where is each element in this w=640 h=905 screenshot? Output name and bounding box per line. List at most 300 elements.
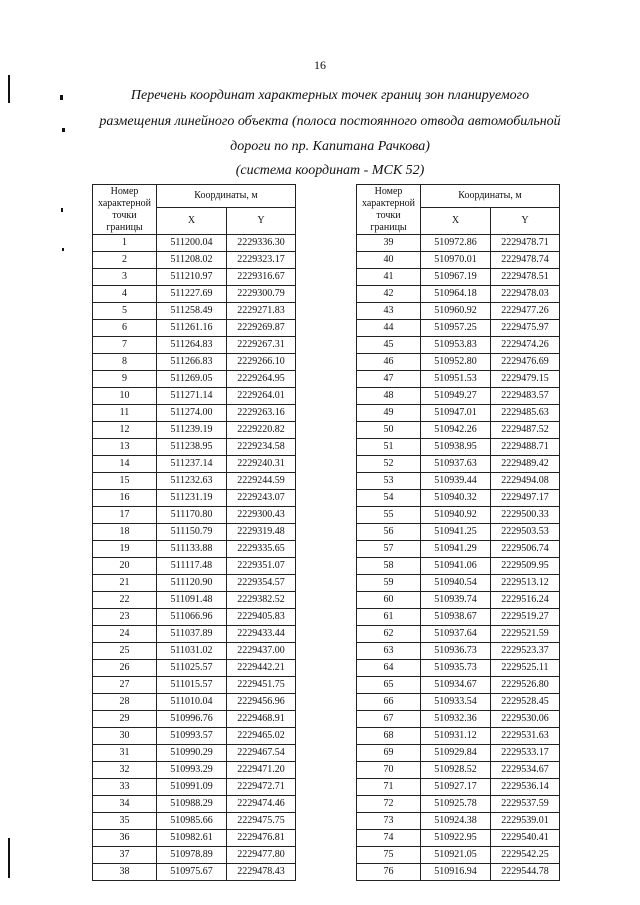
table-row (93, 575, 296, 592)
point-number: 24 (93, 626, 157, 643)
coord-y: 2229475.75 (227, 813, 296, 830)
table-row (357, 286, 560, 303)
coord-y: 2229478.03 (491, 286, 560, 303)
table-row (357, 677, 560, 694)
coord-y: 2229506.74 (491, 541, 560, 558)
point-number: 73 (357, 813, 421, 830)
point-number: 57 (357, 541, 421, 558)
point-number: 33 (93, 779, 157, 796)
point-number: 55 (357, 507, 421, 524)
table-row (93, 371, 296, 388)
coord-x: 511274.00 (157, 405, 227, 422)
coord-y: 2229478.71 (491, 235, 560, 252)
coord-y: 2229485.63 (491, 405, 560, 422)
coord-x: 510993.57 (157, 728, 227, 745)
coord-x: 510982.61 (157, 830, 227, 847)
coord-y: 2229468.91 (227, 711, 296, 728)
title-line-3: дороги по пр. Капитана Рачкова) (230, 139, 430, 154)
coord-x: 511037.89 (157, 626, 227, 643)
point-number: 74 (357, 830, 421, 847)
margin-mark (8, 838, 10, 878)
coord-y: 2229487.52 (491, 422, 560, 439)
coord-x: 510988.29 (157, 796, 227, 813)
point-number: 70 (357, 762, 421, 779)
coord-y: 2229433.44 (227, 626, 296, 643)
coord-x: 510970.01 (421, 252, 491, 269)
coord-y: 2229471.20 (227, 762, 296, 779)
coord-y: 2229264.95 (227, 371, 296, 388)
point-number: 54 (357, 490, 421, 507)
point-number: 25 (93, 643, 157, 660)
coord-y: 2229477.80 (227, 847, 296, 864)
point-number: 20 (93, 558, 157, 575)
coord-x: 510990.29 (157, 745, 227, 762)
point-number: 75 (357, 847, 421, 864)
point-number: 59 (357, 575, 421, 592)
point-number: 2 (93, 252, 157, 269)
title-line-4: (система координат - МСК 52) (235, 163, 425, 178)
coord-x: 511066.96 (157, 609, 227, 626)
coord-x: 511227.69 (157, 286, 227, 303)
table-row (93, 660, 296, 677)
coord-y: 2229263.16 (227, 405, 296, 422)
point-number: 47 (357, 371, 421, 388)
table-row (93, 252, 296, 269)
coord-x: 510978.89 (157, 847, 227, 864)
coord-y: 2229540.41 (491, 830, 560, 847)
coord-x: 511261.16 (157, 320, 227, 337)
point-number: 29 (93, 711, 157, 728)
coord-x: 510957.25 (421, 320, 491, 337)
coord-y: 2229479.15 (491, 371, 560, 388)
coord-x: 510940.32 (421, 490, 491, 507)
table-row (93, 762, 296, 779)
coord-y: 2229220.82 (227, 422, 296, 439)
table-row (93, 439, 296, 456)
coord-y: 2229244.59 (227, 473, 296, 490)
coord-x: 510928.52 (421, 762, 491, 779)
point-number: 32 (93, 762, 157, 779)
coord-y: 2229467.54 (227, 745, 296, 762)
point-number: 40 (357, 252, 421, 269)
point-number: 37 (93, 847, 157, 864)
table-row (93, 507, 296, 524)
point-number: 19 (93, 541, 157, 558)
coord-y: 2229500.33 (491, 507, 560, 524)
coord-x: 510927.17 (421, 779, 491, 796)
point-number: 44 (357, 320, 421, 337)
table-row (93, 796, 296, 813)
table-row (357, 592, 560, 609)
coord-y: 2229519.27 (491, 609, 560, 626)
point-number: 4 (93, 286, 157, 303)
point-number: 10 (93, 388, 157, 405)
coord-x: 511258.49 (157, 303, 227, 320)
point-number: 26 (93, 660, 157, 677)
coord-y: 2229300.43 (227, 507, 296, 524)
table-row (93, 286, 296, 303)
table-row (93, 677, 296, 694)
coord-x: 511232.63 (157, 473, 227, 490)
table-row (357, 388, 560, 405)
coord-y: 2229488.71 (491, 439, 560, 456)
coord-x: 510941.06 (421, 558, 491, 575)
table-row (93, 609, 296, 626)
coord-x: 511091.48 (157, 592, 227, 609)
table-row (357, 541, 560, 558)
table-row (357, 796, 560, 813)
coord-x: 510931.12 (421, 728, 491, 745)
coord-y: 2229513.12 (491, 575, 560, 592)
table-row (93, 830, 296, 847)
coord-x: 511133.88 (157, 541, 227, 558)
point-number: 76 (357, 864, 421, 881)
coord-y: 2229382.52 (227, 592, 296, 609)
point-number: 53 (357, 473, 421, 490)
point-number: 30 (93, 728, 157, 745)
table-row (357, 643, 560, 660)
coord-y: 2229267.31 (227, 337, 296, 354)
coord-y: 2229531.63 (491, 728, 560, 745)
point-number: 35 (93, 813, 157, 830)
point-number: 61 (357, 609, 421, 626)
table-row (357, 728, 560, 745)
coord-y: 2229497.17 (491, 490, 560, 507)
coord-y: 2229475.97 (491, 320, 560, 337)
coord-x: 511210.97 (157, 269, 227, 286)
coord-y: 2229351.07 (227, 558, 296, 575)
coord-y: 2229539.01 (491, 813, 560, 830)
point-number: 60 (357, 592, 421, 609)
coord-y: 2229456.96 (227, 694, 296, 711)
coord-x: 511239.19 (157, 422, 227, 439)
coord-x: 511031.02 (157, 643, 227, 660)
point-number: 9 (93, 371, 157, 388)
coord-y: 2229528.45 (491, 694, 560, 711)
coord-y: 2229478.51 (491, 269, 560, 286)
point-number: 16 (93, 490, 157, 507)
coord-y: 2229264.01 (227, 388, 296, 405)
coord-y: 2229478.43 (227, 864, 296, 881)
margin-mark (8, 75, 10, 103)
coord-x: 510922.95 (421, 830, 491, 847)
header-x: X (421, 208, 491, 235)
point-number: 69 (357, 745, 421, 762)
coord-y: 2229516.24 (491, 592, 560, 609)
coord-y: 2229465.02 (227, 728, 296, 745)
point-number: 46 (357, 354, 421, 371)
coord-y: 2229319.48 (227, 524, 296, 541)
table-row (357, 745, 560, 762)
point-number: 41 (357, 269, 421, 286)
point-number: 42 (357, 286, 421, 303)
point-number: 64 (357, 660, 421, 677)
point-number: 18 (93, 524, 157, 541)
table-row (357, 371, 560, 388)
coord-x: 510938.67 (421, 609, 491, 626)
table-row (357, 626, 560, 643)
coord-x: 510993.29 (157, 762, 227, 779)
coord-y: 2229442.21 (227, 660, 296, 677)
point-number: 8 (93, 354, 157, 371)
table-row (357, 558, 560, 575)
coordinates-table-left (92, 184, 296, 881)
point-number: 28 (93, 694, 157, 711)
coord-x: 510953.83 (421, 337, 491, 354)
point-number: 13 (93, 439, 157, 456)
point-number: 62 (357, 626, 421, 643)
point-number: 67 (357, 711, 421, 728)
coord-y: 2229269.87 (227, 320, 296, 337)
point-number: 71 (357, 779, 421, 796)
coord-x: 510941.29 (421, 541, 491, 558)
header-point-number: Номер характерной точки границы (93, 185, 157, 235)
table-row (93, 473, 296, 490)
table-row (357, 779, 560, 796)
header-point-number: Номер характерной точки границы (357, 185, 421, 235)
table-row (357, 830, 560, 847)
coord-x: 510940.92 (421, 507, 491, 524)
coord-x: 510940.54 (421, 575, 491, 592)
coord-y: 2229530.06 (491, 711, 560, 728)
table-row (357, 337, 560, 354)
point-number: 56 (357, 524, 421, 541)
table-row (93, 592, 296, 609)
coord-y: 2229537.59 (491, 796, 560, 813)
table-row (357, 847, 560, 864)
coord-y: 2229489.42 (491, 456, 560, 473)
table-row (93, 643, 296, 660)
coord-x: 511208.02 (157, 252, 227, 269)
header-x: X (157, 208, 227, 235)
table-row (357, 711, 560, 728)
coord-y: 2229494.08 (491, 473, 560, 490)
table-row (93, 847, 296, 864)
table-row (357, 490, 560, 507)
coord-y: 2229266.10 (227, 354, 296, 371)
coord-x: 511271.14 (157, 388, 227, 405)
coord-y: 2229476.81 (227, 830, 296, 847)
table-row (357, 694, 560, 711)
table-row (93, 711, 296, 728)
coord-y: 2229354.57 (227, 575, 296, 592)
point-number: 7 (93, 337, 157, 354)
coord-x: 511200.04 (157, 235, 227, 252)
coord-y: 2229477.26 (491, 303, 560, 320)
table-row (357, 524, 560, 541)
coord-x: 510952.80 (421, 354, 491, 371)
coord-y: 2229509.95 (491, 558, 560, 575)
coord-x: 510921.05 (421, 847, 491, 864)
table-row (93, 456, 296, 473)
title-line-2: размещения линейного объекта (полоса постоянного отвода автомобильной (99, 114, 561, 129)
table-row (357, 473, 560, 490)
coord-x: 511237.14 (157, 456, 227, 473)
coord-x: 511238.95 (157, 439, 227, 456)
coord-x: 511025.57 (157, 660, 227, 677)
point-number: 50 (357, 422, 421, 439)
coord-x: 510947.01 (421, 405, 491, 422)
coord-y: 2229521.59 (491, 626, 560, 643)
coord-x: 511264.83 (157, 337, 227, 354)
coord-x: 511010.04 (157, 694, 227, 711)
coord-y: 2229451.75 (227, 677, 296, 694)
coord-y: 2229534.67 (491, 762, 560, 779)
point-number: 23 (93, 609, 157, 626)
table-row (93, 694, 296, 711)
coord-x: 510936.73 (421, 643, 491, 660)
point-number: 15 (93, 473, 157, 490)
coord-x: 510935.73 (421, 660, 491, 677)
table-row (93, 320, 296, 337)
coord-x: 511015.57 (157, 677, 227, 694)
coord-y: 2229474.26 (491, 337, 560, 354)
header-coordinates: Координаты, м (421, 185, 560, 208)
point-number: 58 (357, 558, 421, 575)
coord-x: 511117.48 (157, 558, 227, 575)
coord-x: 510942.26 (421, 422, 491, 439)
point-number: 49 (357, 405, 421, 422)
table-row (357, 354, 560, 371)
table-row (357, 864, 560, 881)
coord-x: 510975.67 (157, 864, 227, 881)
coord-y: 2229526.80 (491, 677, 560, 694)
coord-x: 510991.09 (157, 779, 227, 796)
coord-x: 510960.92 (421, 303, 491, 320)
coord-y: 2229544.78 (491, 864, 560, 881)
point-number: 68 (357, 728, 421, 745)
point-number: 1 (93, 235, 157, 252)
coord-x: 511150.79 (157, 524, 227, 541)
header-y: Y (491, 208, 560, 235)
coord-x: 510941.25 (421, 524, 491, 541)
coord-x: 510949.27 (421, 388, 491, 405)
coordinates-table-right (356, 184, 560, 881)
coord-x: 510967.19 (421, 269, 491, 286)
point-number: 43 (357, 303, 421, 320)
point-number: 65 (357, 677, 421, 694)
coord-y: 2229243.07 (227, 490, 296, 507)
table-row (93, 813, 296, 830)
coord-y: 2229335.65 (227, 541, 296, 558)
coord-x: 511170.80 (157, 507, 227, 524)
table-row (93, 524, 296, 541)
coord-y: 2229533.17 (491, 745, 560, 762)
table-row (93, 864, 296, 881)
coord-x: 510996.76 (157, 711, 227, 728)
coord-y: 2229271.83 (227, 303, 296, 320)
coord-y: 2229474.46 (227, 796, 296, 813)
point-number: 36 (93, 830, 157, 847)
header-y: Y (227, 208, 296, 235)
coord-y: 2229478.74 (491, 252, 560, 269)
point-number: 11 (93, 405, 157, 422)
coord-x: 510972.86 (421, 235, 491, 252)
margin-mark (62, 128, 65, 132)
margin-mark (60, 95, 63, 100)
table-row (93, 745, 296, 762)
point-number: 66 (357, 694, 421, 711)
coord-x: 511120.90 (157, 575, 227, 592)
table-row (93, 422, 296, 439)
coord-x: 510934.67 (421, 677, 491, 694)
table-row (93, 303, 296, 320)
table-row (357, 405, 560, 422)
table-row (93, 235, 296, 252)
coord-y: 2229523.37 (491, 643, 560, 660)
coord-y: 2229472.71 (227, 779, 296, 796)
table-row (93, 354, 296, 371)
coord-y: 2229405.83 (227, 609, 296, 626)
margin-mark (62, 248, 64, 251)
coord-x: 510951.53 (421, 371, 491, 388)
coord-y: 2229300.79 (227, 286, 296, 303)
table-row (357, 269, 560, 286)
coord-y: 2229437.00 (227, 643, 296, 660)
coord-x: 510938.95 (421, 439, 491, 456)
table-row (357, 813, 560, 830)
table-row (357, 422, 560, 439)
coord-y: 2229542.25 (491, 847, 560, 864)
coord-x: 510939.44 (421, 473, 491, 490)
point-number: 52 (357, 456, 421, 473)
point-number: 72 (357, 796, 421, 813)
coord-x: 511266.83 (157, 354, 227, 371)
coord-x: 510924.38 (421, 813, 491, 830)
table-row (93, 541, 296, 558)
point-number: 38 (93, 864, 157, 881)
point-number: 48 (357, 388, 421, 405)
table-row (357, 660, 560, 677)
table-row (93, 337, 296, 354)
table-row (357, 252, 560, 269)
table-row (93, 728, 296, 745)
coord-x: 511269.05 (157, 371, 227, 388)
point-number: 5 (93, 303, 157, 320)
coord-y: 2229525.11 (491, 660, 560, 677)
table-row (93, 269, 296, 286)
point-number: 22 (93, 592, 157, 609)
margin-mark (61, 208, 63, 212)
coord-x: 510933.54 (421, 694, 491, 711)
coord-y: 2229316.67 (227, 269, 296, 286)
point-number: 27 (93, 677, 157, 694)
coord-y: 2229483.57 (491, 388, 560, 405)
page-number: 16 (314, 58, 326, 72)
point-number: 17 (93, 507, 157, 524)
point-number: 39 (357, 235, 421, 252)
coord-y: 2229336.30 (227, 235, 296, 252)
table-row (93, 490, 296, 507)
table-row (357, 439, 560, 456)
coord-x: 510964.18 (421, 286, 491, 303)
point-number: 51 (357, 439, 421, 456)
table-row (93, 626, 296, 643)
coord-x: 510985.66 (157, 813, 227, 830)
table-row (357, 456, 560, 473)
coord-x: 510937.63 (421, 456, 491, 473)
coord-x: 510925.78 (421, 796, 491, 813)
header-coordinates: Координаты, м (157, 185, 296, 208)
coord-x: 510929.84 (421, 745, 491, 762)
coord-y: 2229476.69 (491, 354, 560, 371)
point-number: 21 (93, 575, 157, 592)
table-row (357, 762, 560, 779)
coord-x: 510916.94 (421, 864, 491, 881)
table-row (357, 320, 560, 337)
table-row (357, 609, 560, 626)
coord-x: 510937.64 (421, 626, 491, 643)
